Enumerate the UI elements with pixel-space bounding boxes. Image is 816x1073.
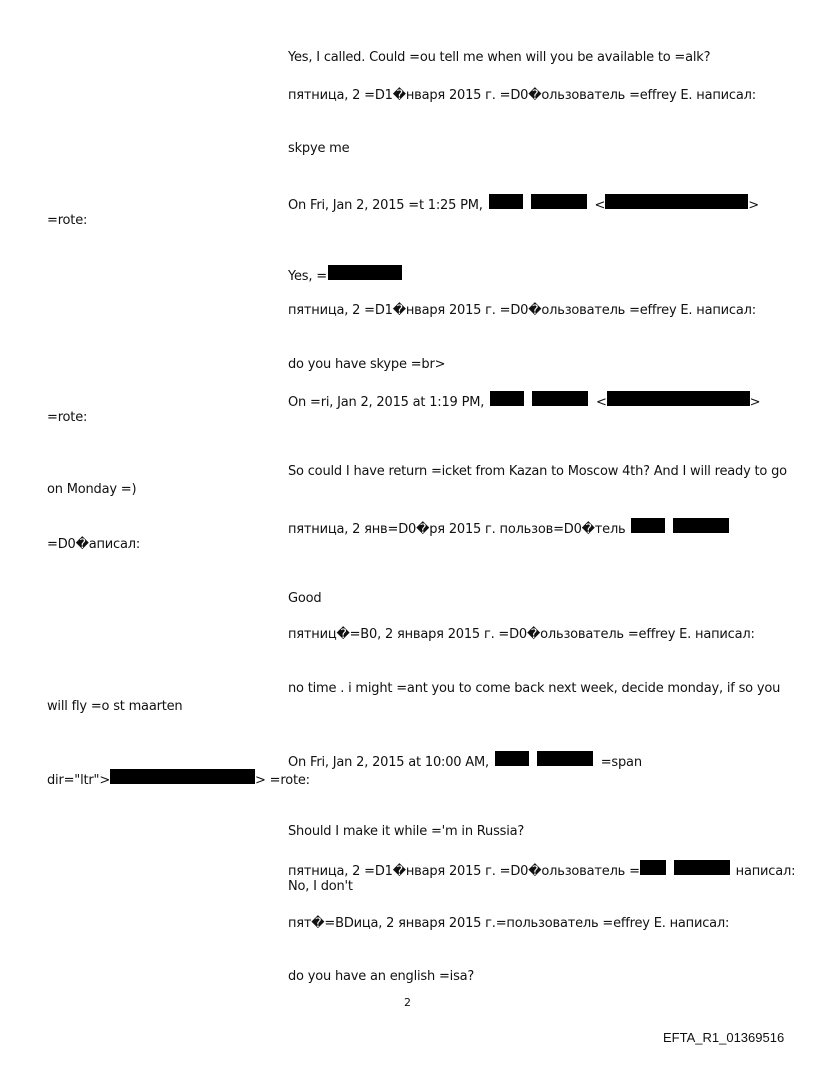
quote-header [288,391,760,411]
quote-header-text: On Fri, Jan 2, 2015 =t 1:25 PM, [288,198,483,213]
bracket-close: > [749,395,761,410]
redaction-box [531,194,587,209]
message-line: Yes, I called. Could =ou tell me when will you be available to =alk? [288,50,711,65]
redaction-box [640,860,666,875]
bracket-close: > [748,198,759,213]
bracket-open: < [594,198,606,213]
redaction-box [495,751,529,766]
quote-header: =D0�аписал: [47,537,141,552]
redaction-box [607,391,750,406]
quote-header: пятница, 2 =D1�нваря 2015 г. =D0�ользователь =effrey E. написал: [288,303,756,318]
message-line: do you have an english =isa? [288,969,475,984]
quote-header-text: пятница, 2 янв=D0�ря 2015 г. пользов=D0�тель [288,522,626,537]
message-line: Should I make it while ='m in Russia? [288,824,525,839]
message-line: skpye me [288,141,350,156]
document-id: EFTA_R1_01369516 [663,1030,785,1045]
message-text: Yes, = [288,269,327,284]
message-line: =rote: [47,213,88,228]
quote-header-text: On =ri, Jan 2, 2015 at 1:19 PM, [288,395,485,410]
quote-header-text: On Fri, Jan 2, 2015 at 10:00 AM, [288,755,489,770]
redaction-box [537,751,593,766]
quote-header-text: dir="ltr"> [47,773,111,788]
message-line: on Monday =) [47,482,137,497]
message-line: No, I don't [288,879,353,894]
message-line: So could I have return =icket from Kazan to Moscow 4th? And I will ready to go [288,464,787,479]
redaction-box [490,391,524,406]
redaction-box [605,194,748,209]
redaction-box [673,518,729,533]
redaction-box [110,769,255,784]
message-line: no time . i might =ant you to come back next week, decide monday, if so you [288,681,781,696]
quote-header [288,194,759,214]
quote-header: пятниц�=B0, 2 января 2015 г. =D0�ользователь =effrey E. написал: [288,627,755,642]
quote-header-text: пятница, 2 =D1�нваря 2015 г. =D0�ользователь = [288,864,640,879]
redaction-box [631,518,665,533]
quote-header-text: =span [600,755,642,770]
redaction-box [328,265,402,280]
redaction-box [489,194,523,209]
quote-header [288,860,795,880]
quote-header [288,751,642,771]
message-line: Good [288,591,322,606]
quote-header: пятница, 2 =D1�нваря 2015 г. =D0�ользователь =effrey E. написал: [288,88,756,103]
page-number: 2 [404,996,411,1009]
quote-header-text: > =rote: [255,773,310,788]
message-line: will fly =o st maarten [47,699,183,714]
bracket-open: < [595,395,607,410]
redaction-box [532,391,588,406]
message-line [288,265,402,285]
quote-header [47,769,310,789]
redaction-box [674,860,730,875]
quote-header-text: написал: [735,864,796,879]
quote-header: пят�=BDица, 2 января 2015 г.=пользователь =effrey E. написал: [288,916,730,931]
quote-header [288,518,729,538]
message-line: do you have skype =br> [288,357,446,372]
message-line: =rote: [47,410,88,425]
